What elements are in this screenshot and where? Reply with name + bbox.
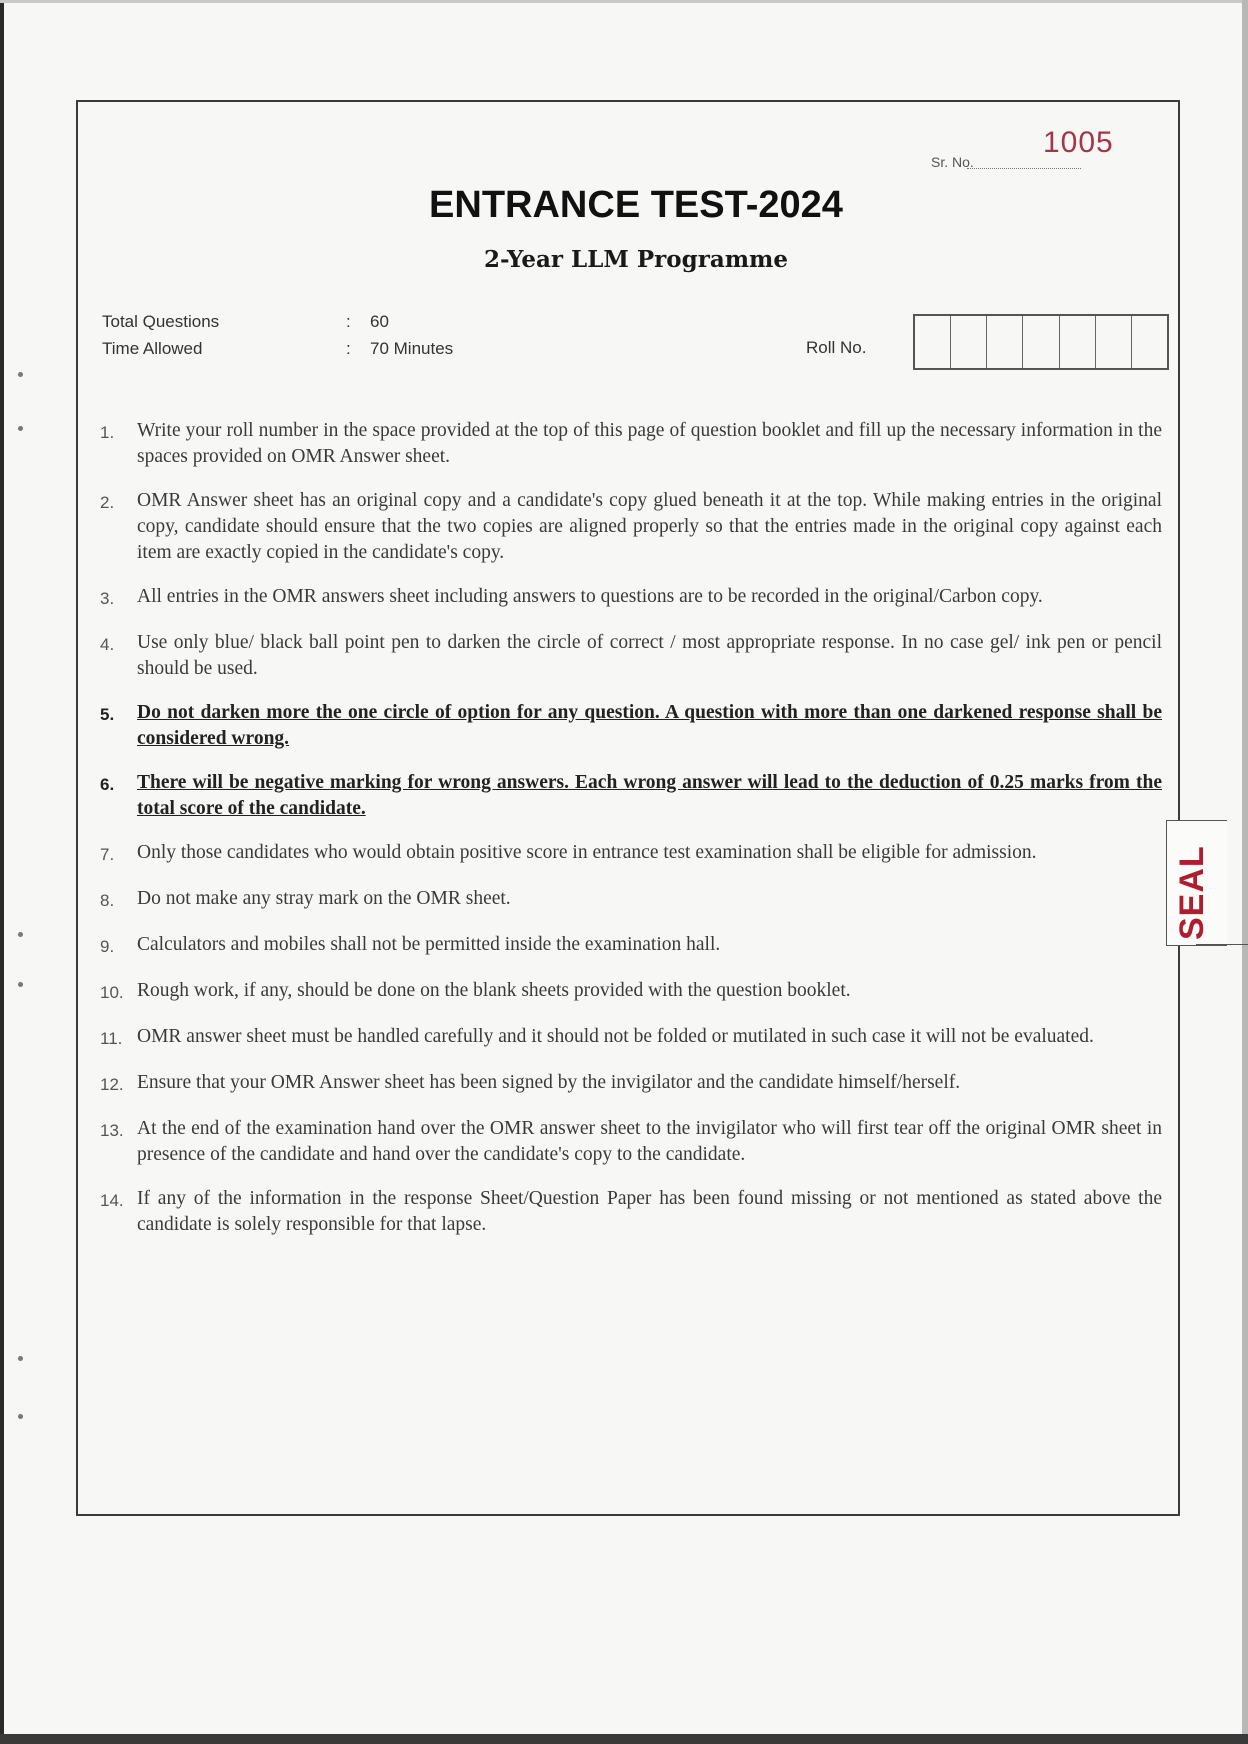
serial-number [931,126,1151,170]
time-allowed-row [102,339,522,366]
instruction-number: 11. [100,1029,123,1048]
scan-speck [18,1414,23,1419]
instruction-number: 5. [100,705,115,724]
instruction-text: OMR Answer sheet has an original copy and a candidate's copy glued beneath it at the top. While making entries in the original copy, candidate should ensure that the two copies are aligned properly so that the entries made in the original copy against each item are exactly copied in the candidate's copy. [137,490,1162,563]
serial-number-line [967,168,1081,169]
instruction-item [100,1024,1162,1052]
instruction-number: 9. [100,937,115,956]
instruction-item [100,418,1162,470]
time-allowed-label: Time Allowed [102,339,203,358]
instruction-item [100,1186,1162,1238]
time-allowed-value: 70 Minutes [370,339,454,358]
instruction-number: 6. [100,775,115,794]
instruction-text: Write your roll number in the space provided at the top of this page of question booklet and fill up the necessary information in the spaces provided on OMR Answer sheet. [137,420,1162,467]
exam-meta [102,312,522,366]
scan-speck [18,982,23,987]
scan-edge-bottom [0,1734,1248,1744]
instruction-text: Only those candidates who would obtain positive score in entrance test examination shall be eligible for admission. [137,842,1037,863]
seal-stamp-text: SEAL [1173,845,1211,940]
instruction-number: 12. [100,1075,124,1094]
total-questions-label: Total Questions [102,312,220,331]
scan-edge-top [0,0,1248,3]
instruction-item [100,488,1162,566]
instruction-number: 1. [100,423,115,442]
instruction-item [100,886,1162,914]
roll-digit-box[interactable] [951,316,987,368]
total-questions-row [102,312,522,339]
instruction-item [100,630,1162,682]
instruction-number: 10. [100,983,124,1002]
instruction-text: At the end of the examination hand over the OMR answer sheet to the invigilator who will first tear off the original OMR sheet in presence of the candidate and hand over the candidate's copy to the candidate. [137,1118,1162,1165]
scan-speck [18,1356,23,1361]
instruction-item-emphasized [100,770,1162,822]
colon: : [346,339,351,358]
page-title: ENTRANCE TEST-2024 [429,184,843,226]
instruction-number: 3. [100,589,115,608]
serial-number-value: 1005 [1043,126,1114,159]
roll-digit-box[interactable] [1060,316,1096,368]
instruction-text: OMR answer sheet must be handled carefully and it should not be folded or mutilated in such case it will not be evaluated. [137,1026,1094,1047]
roll-number-boxes[interactable] [913,314,1169,370]
seal-divider [1196,944,1248,945]
serial-number-label: Sr. No. [931,154,974,170]
roll-digit-box[interactable] [1132,316,1167,368]
instruction-number: 13. [100,1121,124,1140]
instruction-item-emphasized [100,700,1162,752]
instruction-number: 8. [100,891,115,910]
page-subtitle: 2-Year LLM Programme [483,246,789,273]
instruction-text: Use only blue/ black ball point pen to darken the circle of correct / most appropriate response. In no case gel/ ink pen or pencil should be used. [137,632,1162,679]
instruction-text: Rough work, if any, should be done on the blank sheets provided with the question booklet. [137,980,851,1001]
instruction-text: All entries in the OMR answers sheet including answers to questions are to be recorded in the original/Carbon copy. [137,586,1043,607]
instruction-item [100,978,1162,1006]
total-questions-value: 60 [370,312,389,331]
instruction-number: 4. [100,635,115,654]
instruction-text: Ensure that your OMR Answer sheet has been signed by the invigilator and the candidate himself/herself. [137,1072,961,1093]
roll-digit-box[interactable] [987,316,1023,368]
instruction-number: 2. [100,493,115,512]
instruction-number: 7. [100,845,115,864]
instruction-item [100,584,1162,612]
scan-speck [18,426,23,431]
instruction-text: If any of the information in the response Sheet/Question Paper has been found missing or not mentioned as stated above the candidate is solely responsible for that lapse. [137,1188,1162,1235]
instructions-list [100,418,1162,1256]
instruction-item [100,932,1162,960]
colon: : [346,312,351,331]
instruction-item [100,840,1162,868]
instruction-item [100,1070,1162,1098]
roll-digit-box[interactable] [1023,316,1059,368]
roll-digit-box[interactable] [1096,316,1132,368]
instruction-text: Calculators and mobiles shall not be permitted inside the examination hall. [137,934,721,955]
roll-number-label: Roll No. [806,338,867,357]
instruction-text: Do not darken more the one circle of option for any question. A question with more than one darkened response shall be considered wrong. [137,702,1162,749]
scan-speck [18,932,23,937]
instruction-text: Do not make any stray mark on the OMR sheet. [137,888,511,909]
scan-speck [18,372,23,377]
roll-digit-box[interactable] [915,316,951,368]
instruction-number: 14. [100,1191,124,1210]
instruction-text: There will be negative marking for wrong answers. Each wrong answer will lead to the deduction of 0.25 marks from the total score of the candidate. [137,772,1162,819]
instruction-item [100,1116,1162,1168]
